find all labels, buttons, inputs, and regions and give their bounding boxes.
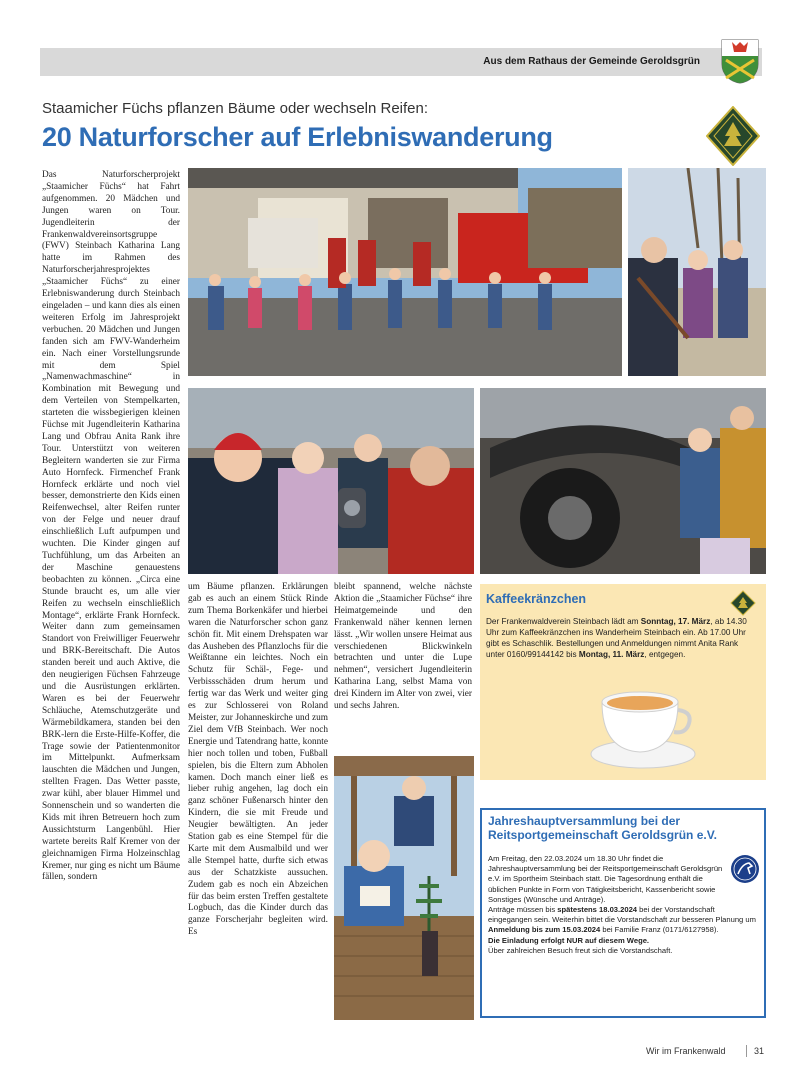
photo-tree-explanation xyxy=(628,168,766,376)
frankenwaldverein-logo-icon xyxy=(730,590,756,616)
kaffee-text xyxy=(486,616,758,660)
kaffee-text-3: , entgegen. xyxy=(644,650,686,659)
jhv-para-4: Über zahlreichen Besuch freut sich die Vorstandschaft. xyxy=(488,945,673,955)
photo-kids-planting-tree xyxy=(334,756,474,1020)
jhv-para-2c: bei Familie Franz (0171/6127958). xyxy=(600,925,719,935)
photo-kids-with-air-tool xyxy=(188,388,474,574)
kaffee-box xyxy=(480,584,766,780)
footer-separator xyxy=(746,1045,747,1057)
section-header-bar xyxy=(40,48,762,76)
kaffee-date: Sonntag, 17. März xyxy=(640,617,711,626)
photo-group-at-fire-station xyxy=(188,168,622,376)
jhv-deadline-antraege: spätestens 18.03.2024 xyxy=(557,905,638,915)
coat-of-arms-icon xyxy=(720,38,760,84)
jhv-para-2a: Anträge müssen bis xyxy=(488,905,558,915)
jhv-para-3 xyxy=(488,936,760,946)
article-headline: 20 Naturforscher auf Erlebniswanderung xyxy=(42,122,553,152)
jhv-deadline-anmeldung: Anmeldung bis zum 15.03.2024 xyxy=(488,925,601,935)
kaffee-text-1: Der Frankenwaldverein Steinbach lädt am xyxy=(486,617,641,626)
jhv-para-2b: bei der Vorstandschaft eingegangen sein. Weiterhin bittet die Vorstandschaft zur besseren Planung um xyxy=(488,905,756,925)
jhv-para-1: Am Freitag, den 22.03.2024 um 18.30 Uhr findet die Jahreshauptversammlung bei der Reitsportgemeinschaft Geroldsgrün e.V. im Sportheim Steinbach statt. Die Tagesordnung enthält die üblichen Punkte in Form von Tätigkeitsbericht, Kassenbericht sowie Sonstiges (Wünsche und Anträge). xyxy=(488,854,723,904)
kaffee-text-2: , ab 14.30 Uhr zum Kaffeekränzchen ins Wanderheim Steinbach ein. Ab 17.00 Uhr gibt es Schaschlik. Bestellungen und Anmeldungen nimmt Anita Rank unter 0160/99144142 bis xyxy=(486,617,747,659)
footer-publication: Wir im Frankenwald xyxy=(646,1046,726,1056)
jhv-box xyxy=(480,808,766,1018)
jhv-para-2 xyxy=(488,905,760,936)
article-column-3: bleibt spannend, welche nächste Aktion die „Staamicher Füchse“ ihre Heimatgemeinde und den Frankenwald näher kennen lernen lässt. „Wir wollen unsere Heimat aus verschiedenen Blickwinkeln betrachten und unter die Lupe nehmen“, versichert Jugendleiterin Katharina Lang, selbst Mama von drei Kindern im Alter von zwei, vier und sechs Jahren. xyxy=(334,582,472,712)
kaffee-deadline: Montag, 11. März xyxy=(578,650,645,659)
photo-tire-changing-machine xyxy=(480,388,766,574)
teacup-icon xyxy=(588,680,698,772)
horse-riding-logo-icon xyxy=(730,854,760,884)
article-column-2: um Bäume pflanzen. Erklärungen gab es auch an einem Stück Rinde zum Thema Borkenkäfer und hierbei waren die Naturforscher schon ganz schön fit. Mit einem Drehspaten war das Ausheben des Pflanzlochs für die Weißtanne ein leichtes. Noch ein Schutz für Schäl-, Fege- und Verbissschäden drum herum und fertig war das Werk und weiter ging es zur Schlosserei von Roland Meister, zur Johanneskirche und zum Ziel dem VfB Steinbach. Wer noch Energie und Tatendrang hatte, konnte hier noch tollen und toben, Fußball spielen, bis die Eltern zum Abholen kamen. Doch manch einer ließ es lieber ruhig angehen, lag doch ein ganz schöner Fußenarsch hinter den Kindern, die sie mit Freude und Neugier bewältigten. An jeder Station gab es eine Stempel für die Karte mit dem Ausmalbild und wer alle Stempel hatte, durfte sich etwas aus der Schatzkiste aussuchen. Zudem gab es noch ein Abzeichen für das beim ersten Treffen gestaltete Logbuch, das die Kinder durch das ganze Forscherjahr begleiten wird. Es xyxy=(188,582,328,938)
jhv-text xyxy=(488,854,756,956)
section-header-title: Aus dem Rathaus der Gemeinde Geroldsgrün xyxy=(483,56,700,67)
article-column-1: Das Naturforscherprojekt „Staamicher Füchs“ hat Fahrt aufgenommen. 20 Mädchen und Jungen waren on Tour. Jugendleiterin der Frankenwaldvereinsortsgruppe (FWV) Steinbach Katharina Lang hatte im Rahmen des Naturforscherjahresprojektes „Staamicher Füchs“ zu einer Erlebniswanderung durch Steinbach eingeladen – und kann dies als einen weiteren Erfolg im Jahresprojekt verbuchen. 20 Mädchen und Jungen fanden sich am FWV-Wanderheim ein. Nach einer Vorstellungsrunde mit dem Spiel „Namenwachmaschine“ in Kombination mit Bewegung und dem Verteilen von Stempelkarten, starteten die wissbegierigen kleinen Füchse mit Jugendleiterin Katharina Lang und Obfrau Anita Rank ihre Tour. Unterstützt von weiteren Begleitern wanderten sie zur Firma Auto Hornfeck. Firmenchef Frank Hornfeck erklärte und noch viel besser, demonstrierte den Kids einen Reifenwechsel, alter Reifen runter von der Felge und neuer drauf einschließlich Luft aufpumpen und wuchten. Die Kinder gingen auf Tuchfühlung, um das Arbeiten an der Maschine genauestens beobachten zu können. „Circa eine Stunde braucht es, um alle vier Reifen zu wechseln einschließlich Montage“, erklärte Frank Hornfeck. Weiter dann zum gemeinsamen Standort von Freiwilliger Feuerwehr und BRK-Bereitschaft. Die Autos standen bereit und auch Aktive, die den neugierigen Füchsen Fahrzeuge und die Ausrüstungen erklärten. Waren es bei der Feuerwehr Schläuche, Atemschutzgeräte und Wärmebildkamera, standen bei den BRK-lern die Erste-Hilfe-Koffer, die Trage sowie der Patientenmonitor im Mittelpunkt. Aufmerksam lauschten die Mädchen und Jungen, stellten Fragen. Das Wetter passte, zwar kühl, aber blauer Himmel und Sonnenschein und so wanderten die Kids mit ihren Betreuern hoch zum Aussichtsturm Langenbühl. Hier wartete bereits Ralf Kremer von der gleichnamigen Firma Holzeinschlag Kremer, nur ging es nicht um Bäume fällen, sondern xyxy=(42,170,180,883)
jhv-title: Jahreshauptversammlung bei der Reitsportgemeinschaft Geroldsgrün e.V. xyxy=(488,814,717,842)
frankenwaldverein-logo-icon xyxy=(706,106,760,166)
article-kicker: Staamicher Füchs pflanzen Bäume oder wechseln Reifen: xyxy=(42,100,429,117)
kaffee-title: Kaffeekränzchen xyxy=(486,592,587,606)
page-number: 31 xyxy=(754,1046,765,1056)
jhv-invitation-note: Die Einladung erfolgt NUR auf diesem Wege. xyxy=(488,935,650,945)
